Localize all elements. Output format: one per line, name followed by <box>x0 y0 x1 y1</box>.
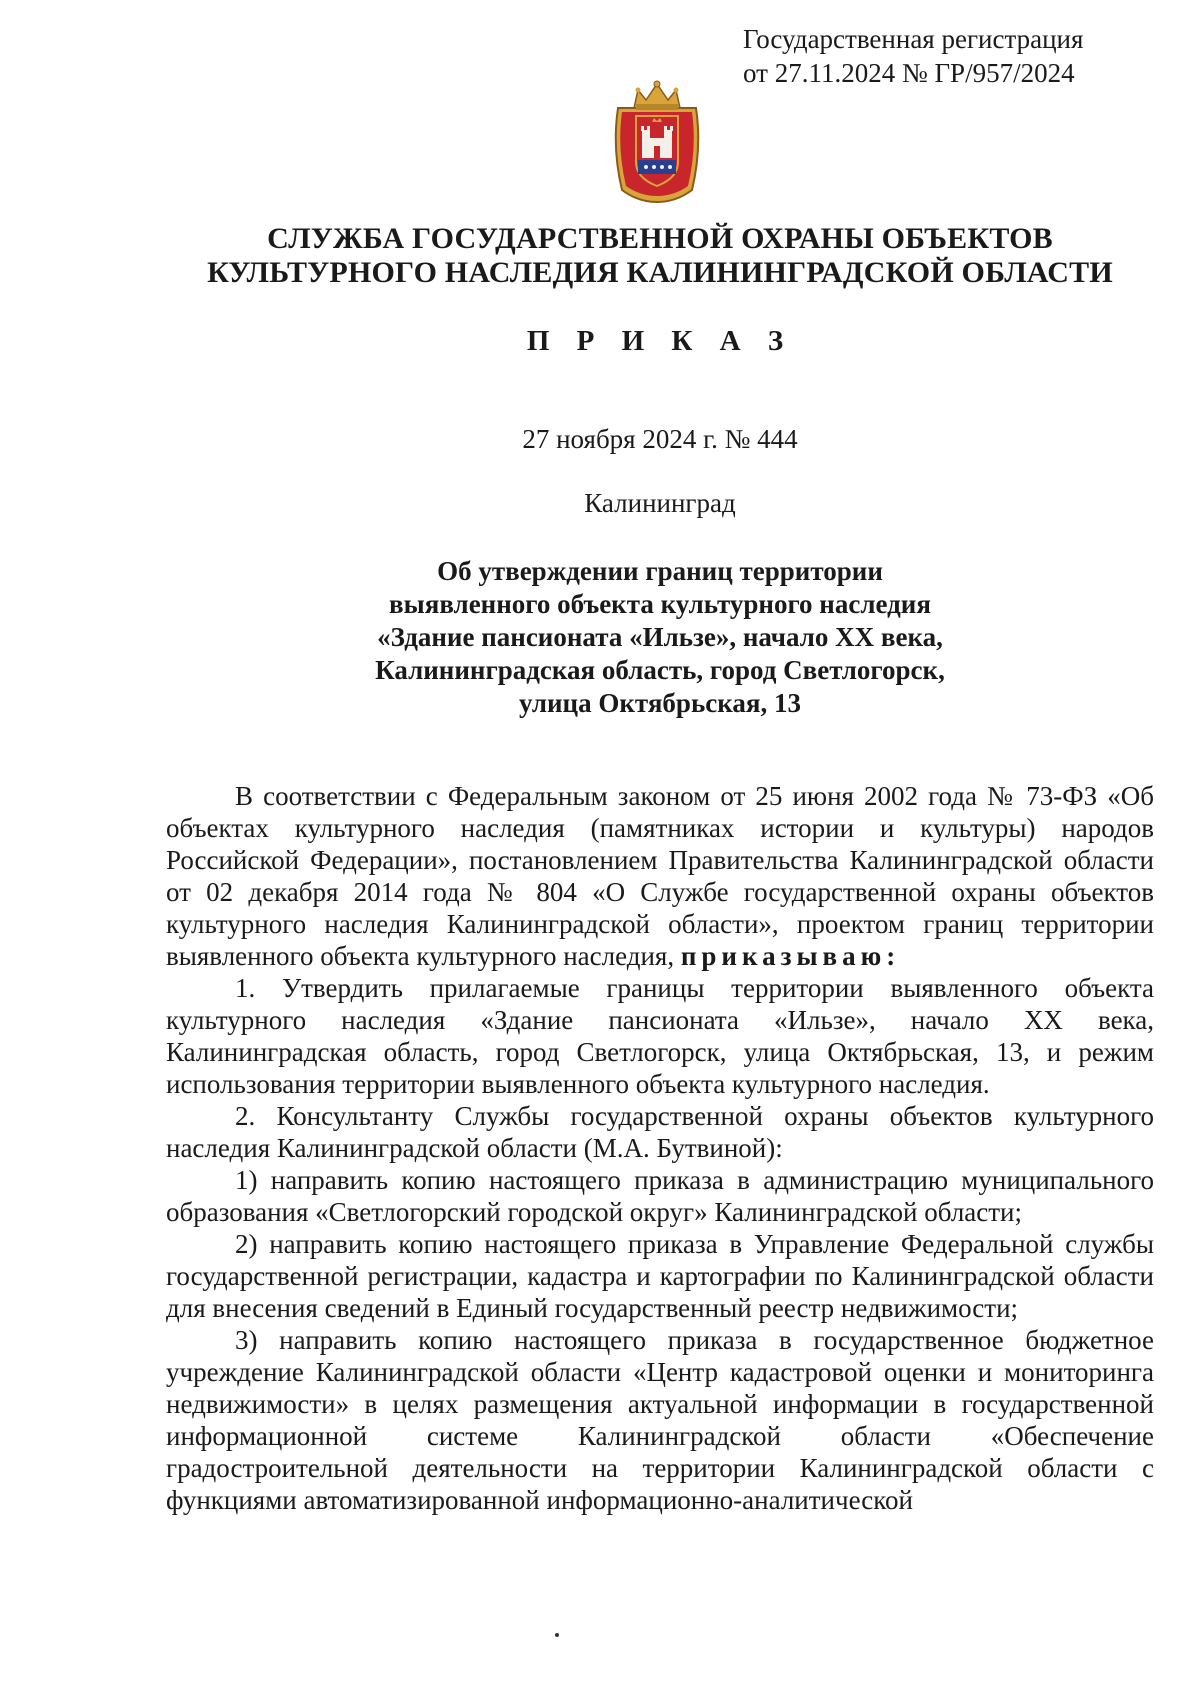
document-city: Калининград <box>584 488 736 518</box>
subject-line-2: выявленного объекта культурного наследия <box>389 589 931 619</box>
document-body <box>166 780 1154 1516</box>
registration-line-2: от 27.11.2024 № ГР/957/2024 <box>743 58 1075 88</box>
item-2-1-paragraph: 1) направить копию настоящего приказа в администрацию муниципального образования «Светлогорский городской округ» Калининградской области; <box>166 1165 1154 1227</box>
preamble-paragraph <box>166 780 1154 972</box>
order-word: приказываю: <box>680 941 901 971</box>
agency-name <box>0 222 1200 290</box>
agency-name-line-2: КУЛЬТУРНОГО НАСЛЕДИЯ КАЛИНИНГРАДСКОЙ ОБЛАСТИ <box>207 256 1113 289</box>
subject-line-4: Калининградская область, город Светлогорск, <box>375 655 945 685</box>
agency-name-line-1: СЛУЖБА ГОСУДАРСТВЕННОЙ ОХРАНЫ ОБЪЕКТОВ <box>267 222 1053 255</box>
item-2-3-paragraph: 3) направить копию настоящего приказа в государственное бюджетное учреждение Калининградской области «Центр кадастровой оценки и мониторинга недвижимости» в целях размещения актуальной информации в государственной информационной системе Калининградской области «Обеспечение градостроительной деятельности на территории Калининградской области с функциями автоматизированной информационно-аналитической <box>166 1325 1154 1515</box>
coat-of-arms-icon <box>608 78 706 204</box>
item-2-2-paragraph: 2) направить копию настоящего приказа в Управление Федеральной службы государственной регистрации, кадастра и картографии по Калининградской области для внесения сведений в Единый государственный реестр недвижимости; <box>166 1229 1154 1323</box>
subject-line-5: улица Октябрьская, 13 <box>519 688 801 718</box>
registration-stamp <box>743 22 1163 90</box>
item-1-paragraph: 1. Утвердить прилагаемые границы территории выявленного объекта культурного наследия «Здание пансионата «Ильзе», начало XX века, Калининградская область, город Светлогорск, улица Октябрьская, 13, и режим использования территории выявленного объекта культурного наследия. <box>166 973 1154 1099</box>
subject-line-1: Об утверждении границ территории <box>437 556 883 586</box>
item-2-paragraph: 2. Консультанту Службы государственной охраны объектов культурного наследия Калининградской области (М.А. Бутвиной): <box>166 1101 1154 1163</box>
subject-line-3: «Здание пансионата «Ильзе», начало XX века, <box>377 622 943 652</box>
scan-speck <box>555 1633 559 1637</box>
preamble-text: В соответствии с Федеральным законом от 25 июня 2002 года № 73-ФЗ «Об объектах культурного наследия (памятниках истории и культуры) народов Российской Федерации», постановлением Правительства Калининградской области от 02 декабря 2014 года № 804 «О Службе государственной охраны объектов культурного наследия Калининградской области», проектом границ территории выявленного объекта культурного наследия, <box>166 781 1154 971</box>
document-date-number: 27 ноября 2024 г. № 444 <box>522 424 798 454</box>
registration-line-1: Государственная регистрация <box>743 24 1084 54</box>
document-subject <box>0 555 1200 720</box>
document-type: П Р И К А З <box>526 325 794 357</box>
